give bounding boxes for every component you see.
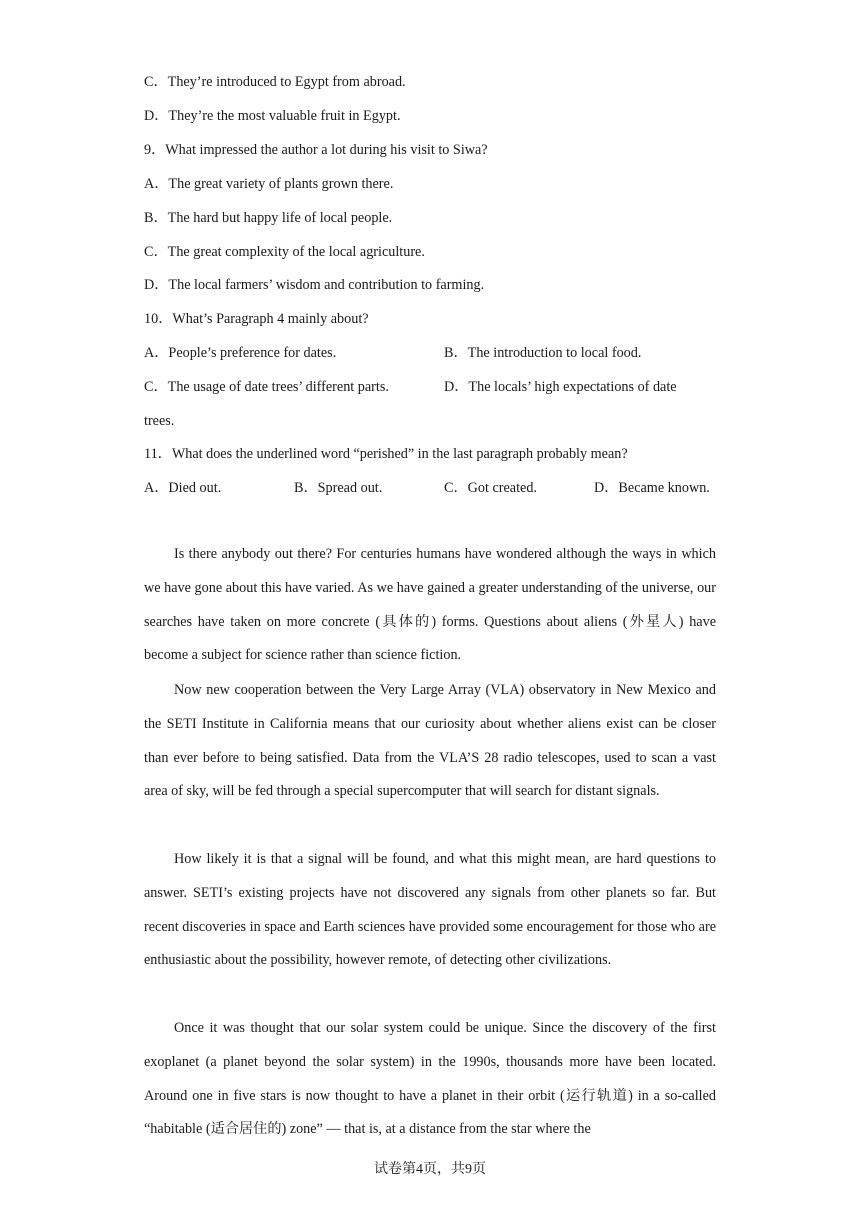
passage-paragraph-3: How likely it is that a signal will be found, and what this might mean, are hard questions to answer. SETI’s existing projects have not discovered any signals from other planets so far. But recent discoveries in space and Earth sciences have provided some encouragement for those who are enthusiastic about the possibility, however remote, of detecting other civilizations. [144, 851, 716, 969]
q10-option-a: A．People’s preference for dates. [144, 345, 337, 361]
q9-option-b: B．The hard but happy life of local people. [144, 210, 393, 226]
page-footer: 试卷第4页，共9页 [374, 1162, 486, 1177]
passage-paragraph-2: Now new cooperation between the Very Large Array (VLA) observatory in New Mexico and the SETI Institute in California means that our curiosity about whether aliens exist can be closer than ever before to being satisfied. Data from the VLA’S 28 radio telescopes, used to scan a vast area of sky, will be fed through a special supercomputer that will search for distant signals. [144, 682, 716, 800]
q9-option-c: C．The great complexity of the local agriculture. [144, 244, 425, 260]
q10-option-b: B．The introduction to local food. [444, 345, 642, 361]
q8-option-c: C．They’re introduced to Egypt from abroad. [144, 74, 406, 90]
q10-stem: 10．What’s Paragraph 4 mainly about? [144, 311, 369, 327]
q11-option-b: B．Spread out. [294, 480, 383, 496]
passage-paragraph-4: Once it was thought that our solar system could be unique. Since the discovery of the first exoplanet (a planet beyond the solar system) in the 1990s, thousands more have been located. Around one in five stars is now thought to have a planet in their orbit (运行轨道) in a so-called “habitable (适合居住的) zone” — that is, at a distance from the star where the [144, 1020, 716, 1138]
q10-option-d-continued: trees. [144, 413, 175, 429]
q9-stem: 9．What impressed the author a lot during his visit to Siwa? [144, 142, 488, 158]
q11-stem: 11．What does the underlined word “perished” in the last paragraph probably mean? [144, 446, 628, 462]
q10-option-d: D．The locals’ high expectations of date [444, 379, 677, 395]
passage-paragraph-1: Is there anybody out there? For centuries humans have wondered although the ways in which we have gone about this have varied. As we have gained a greater understanding of the universe, our searches have taken on more concrete (具体的) forms. Questions about aliens (外星人) have become a subject for science rather than science fiction. [144, 546, 716, 664]
q9-option-a: A．The great variety of plants grown there. [144, 176, 394, 192]
q10-option-c: C．The usage of date trees’ different parts. [144, 379, 389, 395]
q11-option-a: A．Died out. [144, 480, 222, 496]
q11-option-c: C．Got created. [444, 480, 537, 496]
q8-option-d: D．They’re the most valuable fruit in Egypt. [144, 108, 401, 124]
q11-option-d: D．Became known. [594, 480, 710, 496]
q9-option-d: D．The local farmers’ wisdom and contribution to farming. [144, 277, 485, 293]
